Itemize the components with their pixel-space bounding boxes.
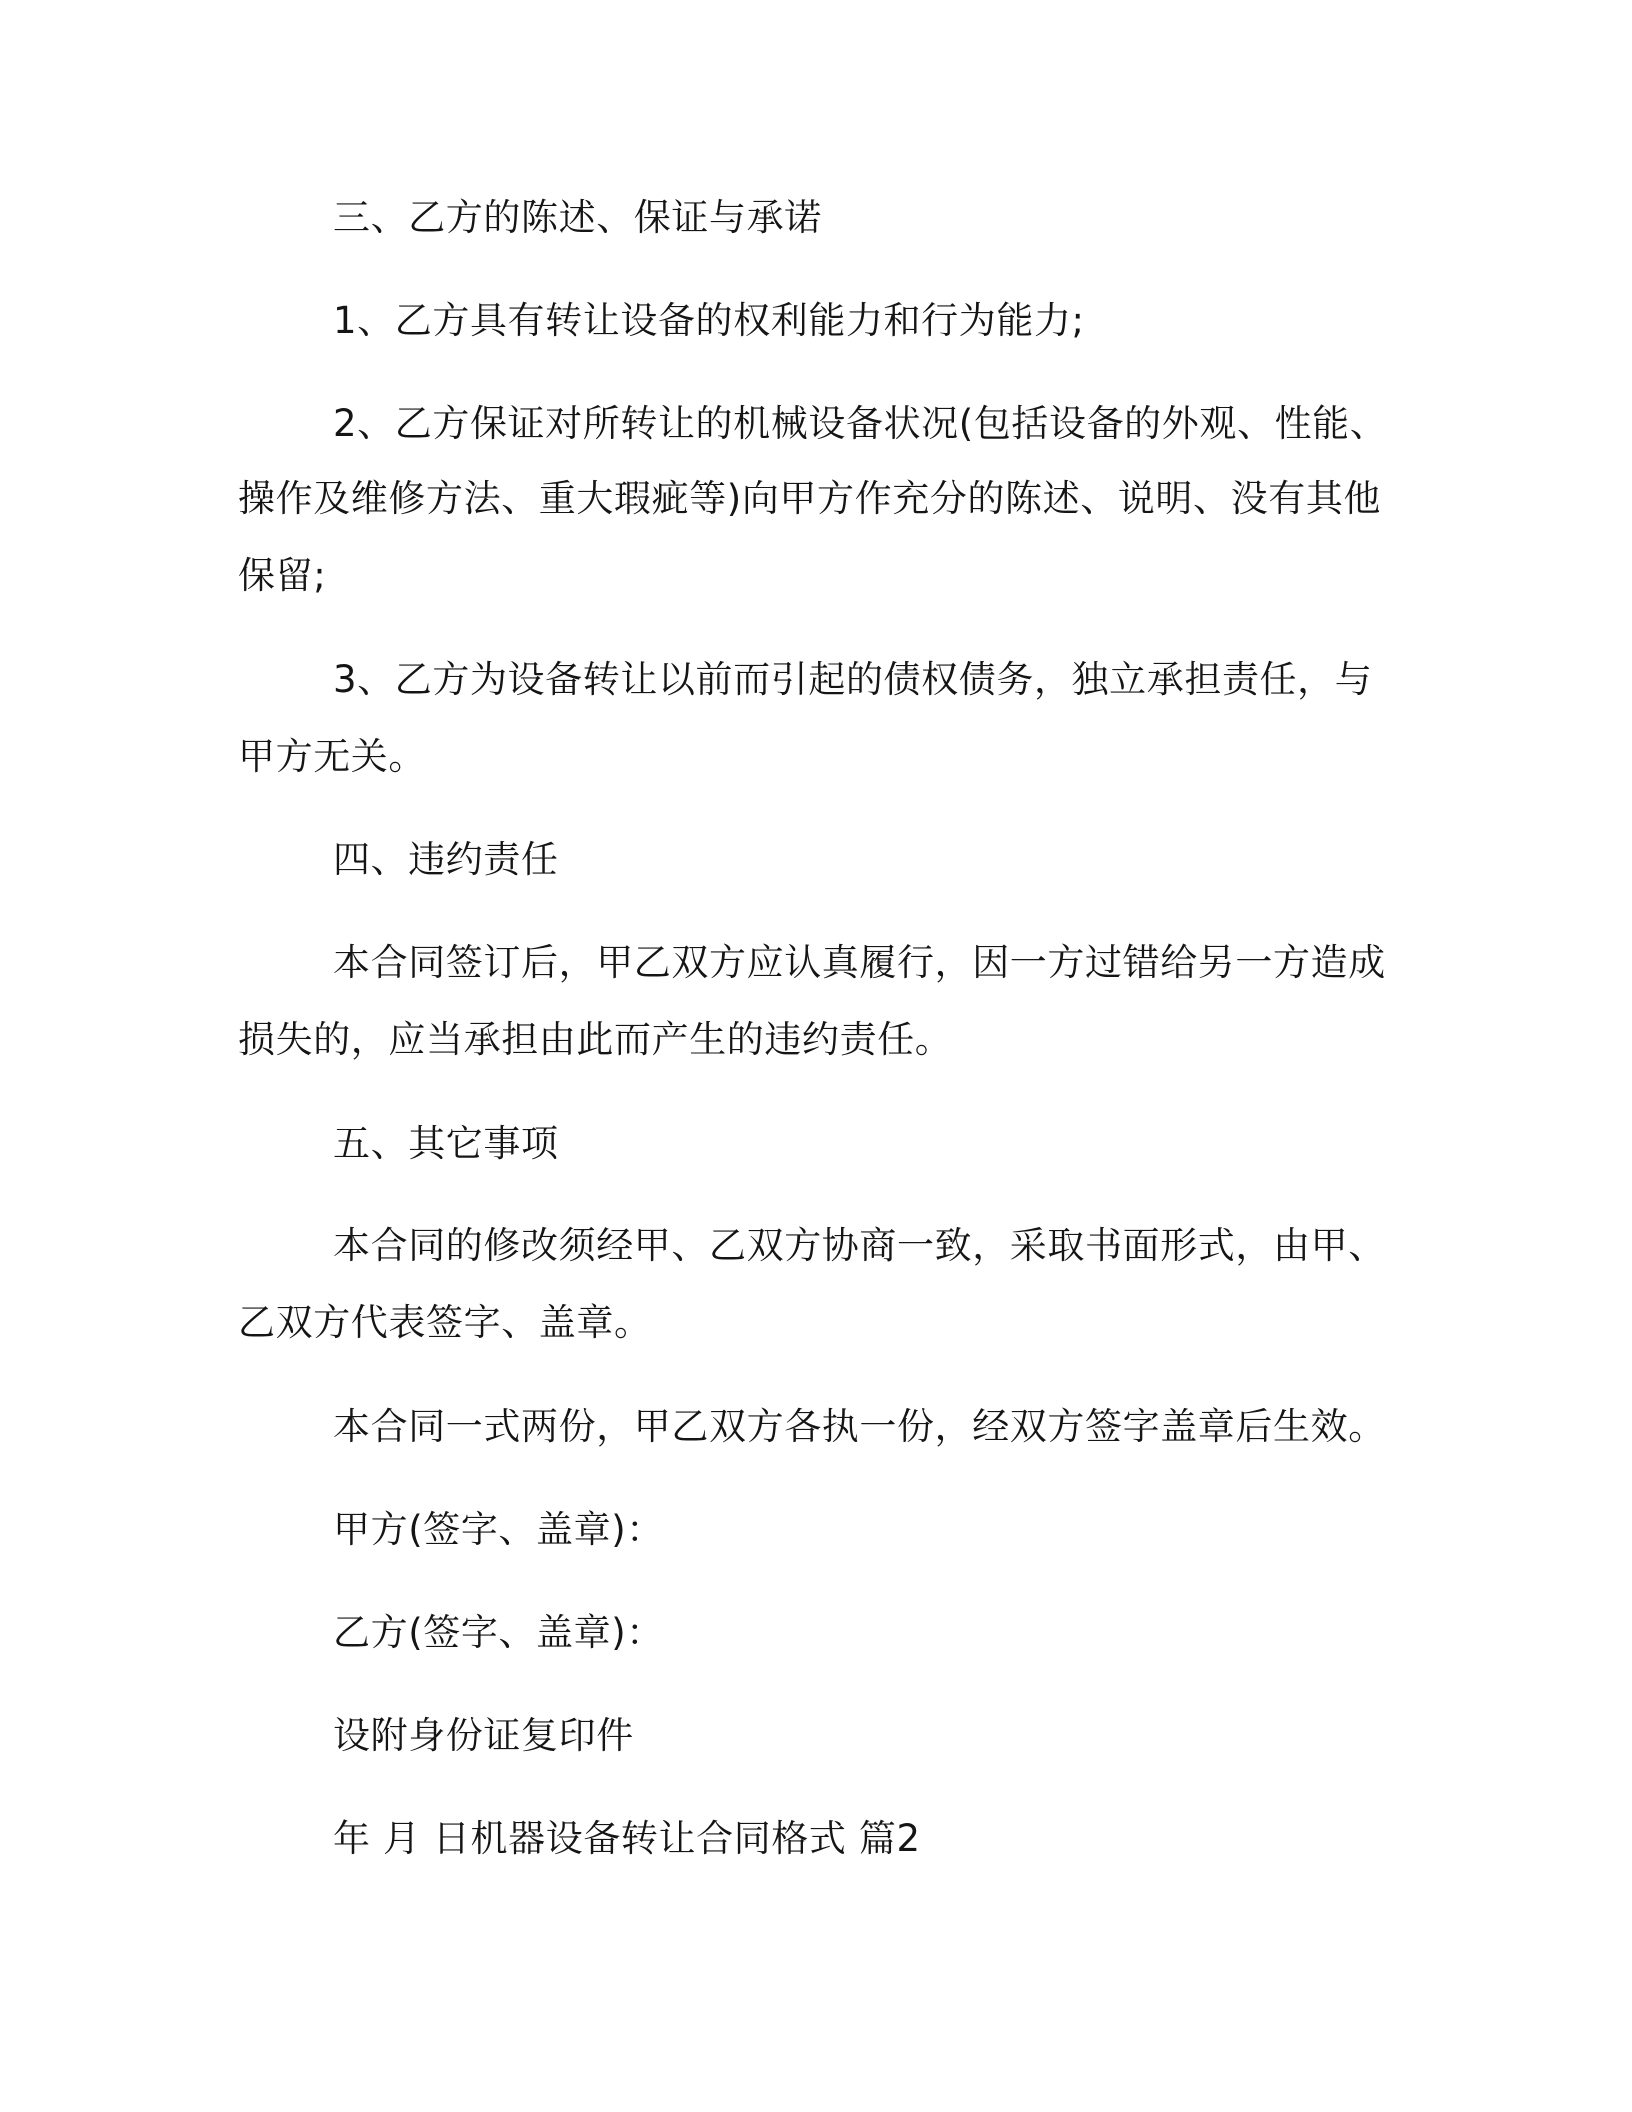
section-3-item-2-line-2: 操作及维修方法、重大瑕疵等)向甲方作充分的陈述、说明、没有其他: [238, 477, 1382, 520]
section-4-paragraph-line-1: 本合同签订后，甲乙双方应认真履行，因一方过错给另一方造成: [333, 941, 1386, 984]
section-3-item-3-line-1: 3、乙方为设备转让以前而引起的债权债务，独立承担责任，与: [333, 658, 1373, 701]
party-a-signature: 甲方(签字、盖章)：: [333, 1508, 664, 1551]
section-3-item-2-line-3: 保留;: [238, 554, 327, 597]
section-3-heading: 三、乙方的陈述、保证与承诺: [333, 196, 822, 239]
section-3-item-1: 1、乙方具有转让设备的权利能力和行为能力;: [333, 299, 1085, 342]
section-4-heading: 四、违约责任: [333, 838, 559, 881]
next-contract-title: 年 月 日机器设备转让合同格式 篇2: [333, 1817, 921, 1860]
section-5-paragraph-2: 本合同一式两份，甲乙双方各执一份，经双方签字盖章后生效。: [333, 1405, 1386, 1448]
section-4-paragraph-line-2: 损失的，应当承担由此而产生的违约责任。: [238, 1018, 953, 1061]
section-5-paragraph-1-line-1: 本合同的修改须经甲、乙双方协商一致，采取书面形式，由甲、: [333, 1224, 1386, 1267]
attachment-note: 设附身份证复印件: [333, 1714, 634, 1757]
section-5-heading: 五、其它事项: [333, 1122, 559, 1165]
section-3-item-3-line-2: 甲方无关。: [238, 735, 426, 778]
section-3-item-2-line-1: 2、乙方保证对所转让的机械设备状况(包括设备的外观、性能、: [333, 402, 1388, 445]
party-b-signature: 乙方(签字、盖章)：: [333, 1611, 664, 1654]
section-5-paragraph-1-line-2: 乙双方代表签字、盖章。: [238, 1301, 652, 1344]
